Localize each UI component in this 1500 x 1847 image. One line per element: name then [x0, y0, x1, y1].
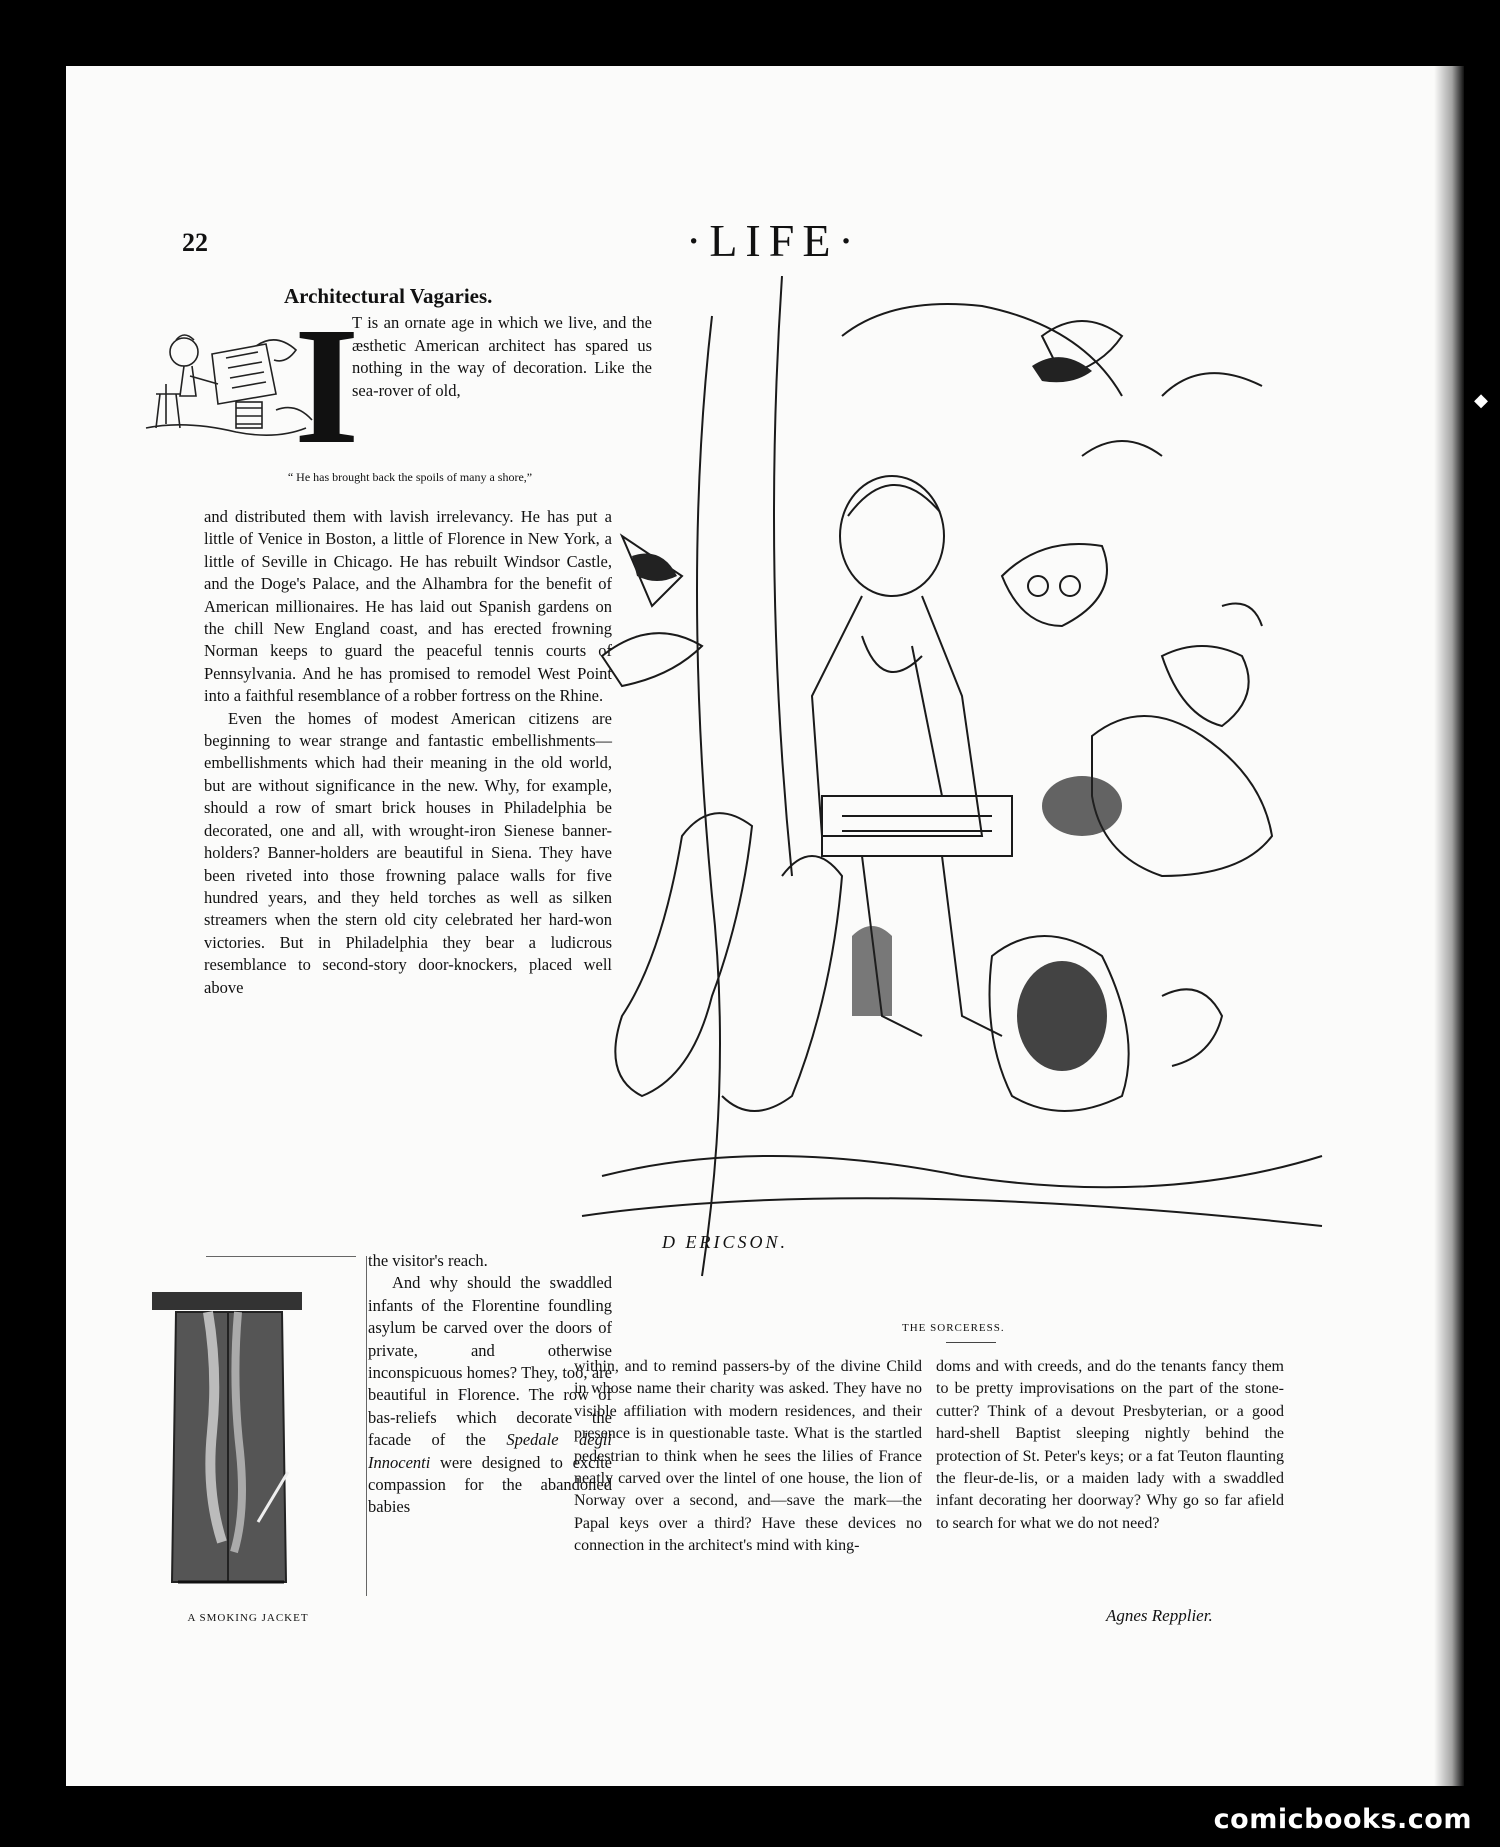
article-intro: T is an ornate age in which we live, and the æsthetic American architect has spared us nothing in the way of decoration. Like the sea-rover of old,	[352, 313, 652, 400]
writer-vignette-illustration	[126, 324, 316, 444]
narrow-italic-term: Spedale degli Innocenti	[368, 1430, 612, 1472]
narrow-text-part-c: were designed to excite compassion for the abandoned babies	[368, 1452, 612, 1517]
site-watermark: comicbooks.com	[1213, 1804, 1472, 1835]
paragraph-1: and distributed them with lavish irrelevancy. He has put a little of Venice in Boston, a little of Florence in New York, a little of Seville in Chicago. He has rebuilt Windsor Castle, and the Doge's Palace, and the Alhambra for the benefit of American millionaires. He has laid out Spanish gardens on the chill New England coast, and has erected frowning Norman keeps to guard the peaceful tennis courts of Pennsylvania. And he has promised to remodel West Point into a faithful resemblance of a robber fortress on the Rhine.	[204, 507, 612, 706]
dropcap-letter: I	[294, 293, 360, 479]
jacket-caption: A SMOKING JACKET	[187, 1612, 309, 1624]
narrow-text-part-b: And why should the swaddled infants of the Florentine foundling asylum be carved over the doors of private, and otherwise inconspicuous homes? They, too, are beautiful in Florence. The row of bas-reliefs which decorate the facade of the	[368, 1273, 612, 1450]
jacket-frame-rule-side	[366, 1256, 367, 1596]
illustration-caption: THE SORCERESS.	[902, 1322, 1005, 1334]
jacket-frame-rule-top	[206, 1256, 356, 1257]
magazine-page	[66, 66, 1464, 1786]
epigraph-quote: “ He has brought back the spoils of many a shore,”	[287, 470, 533, 484]
column-3-text: doms and with creeds, and do the tenants fancy them to be pretty improvisations on the part of the stone-cutter? Think of a devout Presbyterian, or a good hard-shell Baptist sleeping nightly behind the protection of St. Peter's keys; or a fat Teuton flaunting the fleur-de-lis, or a maiden lady with a swaddled infant decorating her doorway? Why go so far afield to search for what we do not need?	[936, 1358, 1284, 1532]
page-number: 22	[182, 228, 208, 257]
narrow-paragraph-a: the visitor's reach.	[368, 1251, 488, 1270]
article-title: Architectural Vagaries.	[284, 284, 493, 308]
page-edge-mark: ◆	[1474, 390, 1488, 411]
author-byline: Agnes Repplier.	[1106, 1606, 1213, 1625]
masthead: ·LIFE·	[686, 215, 862, 266]
paragraph-2: Even the homes of modest American citizens are beginning to wear strange and fantastic embellishments—embellishments which had their meaning in the old world, but are without significance in the new. Why, for example, should a row of smart brick houses in Philadelphia be decorated, one and all, with wrought-iron Sienese banner-holders? Banner-holders are beautiful in Siena. They have been riveted into those frowning palace walls for five hundred years, and they held torches as well as silken streamers when the stern old city celebrated her hard-won victories. But in Philadelphia they bear a ludicrous resemblance to second-story door-knockers, placed well above	[204, 708, 612, 997]
spine-shadow	[1434, 66, 1464, 1786]
column-2-text: within, and to remind passers-by of the divine Child in whose name their charity was asked. They have no visible affiliation with modern residences, and their presence is in questionable taste. What is the startled pedestrian to think when he sees the lilies of France neatly carved over the lintel of one house, the lion of Norway over a second, and—save the mark—the Papal keys over a third? Have these devices no connection in the architect's mind with king-	[574, 1358, 922, 1555]
caption-rule	[946, 1342, 996, 1343]
artist-signature: D ERICSON.	[662, 1232, 788, 1252]
smoking-jacket-illustration	[148, 1282, 348, 1612]
column-1-text	[204, 506, 612, 999]
sorceress-illustration	[562, 276, 1342, 1281]
